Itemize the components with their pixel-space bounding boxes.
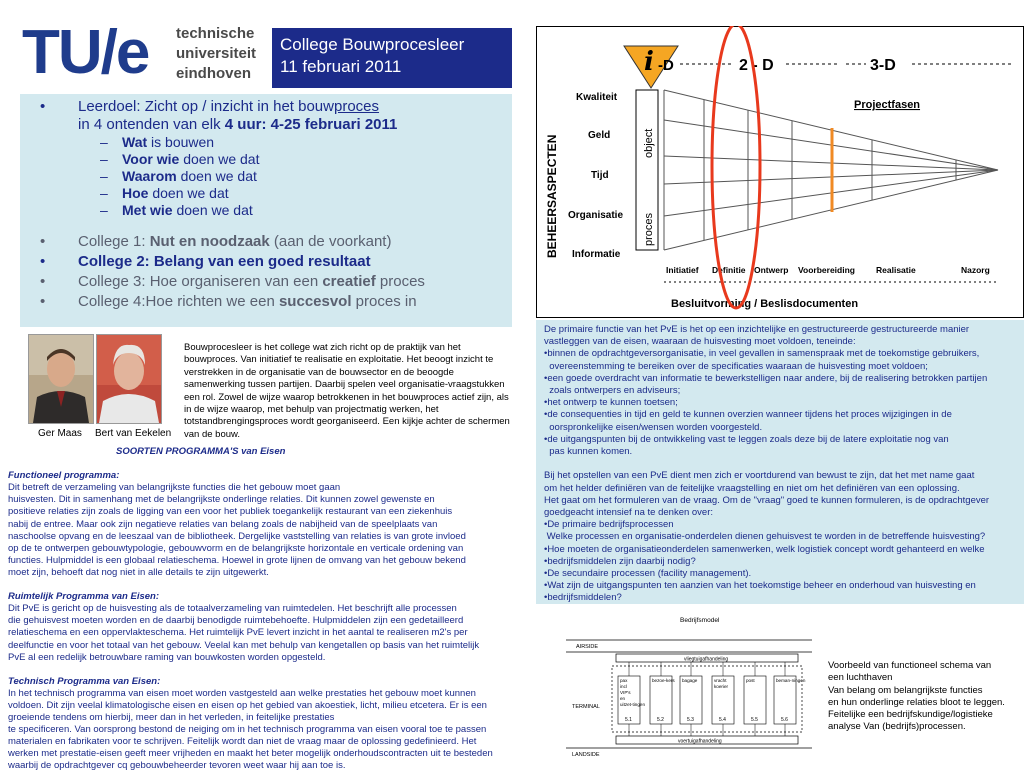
body-line: Dit betreft de verzameling van belangrijkste functies die het gebouw moet gaan [8,482,341,494]
schema-title: Bedrijfsmodel [680,617,720,624]
pve-line: om het helder definiëren van de feitelijke vraagstelling en niet om het definiëren van een oplossing. [544,482,960,494]
schema-box-number: 5.3 [687,717,694,723]
svg-text:voertuigafhandeling: voertuigafhandeling [678,738,722,745]
body-line: moet zijn, behoeft dat nog niet in alle details te zijn uitgewerkt. [8,566,269,578]
schema-box-label: en [620,696,626,701]
zone-label: TERMINAL [572,704,600,710]
schema-box-label: post [746,678,755,683]
label-2d: 2 - D [739,57,774,74]
pve-line: Bij het opstellen van een PvE dient men zich er voortdurend van bewust te zijn, dat het met name gaat [544,470,975,482]
functional-schema [566,612,812,768]
name-bert-van-eekelen: Bert van Eekelen [95,428,172,439]
body-line: PvE al een redelijk betrouwbare raming van bouwkosten worden opgesteld. [8,651,326,663]
phase-label: Ontwerp [754,265,789,275]
pve-line: •de uitgangspunten bij de ontwikkeling vast te leggen zoals deze bij de latere exploitatie nog van [544,433,949,445]
aspect-label: Organisatie [568,210,624,221]
schema-box-label: VIP's [620,690,631,695]
phase-label: Voorbereiding [798,265,855,275]
pve-line: •Wat zijn de uitgangspunten ten aanzien van het toekomstige beheer en onderhoud van huisvesting en [544,580,976,592]
logo-words [176,24,256,84]
body-line: die gehuisvest moeten worden en de daarbij benodigde ruimtebehoefte. Hulpmiddelen zijn een gedetailleerd [8,615,464,627]
i-label: i [644,47,654,77]
caption-line: een luchthaven [828,672,893,684]
schema-box-number: 5.1 [625,717,632,723]
aspect-label: Geld [588,130,611,141]
body-line: te specificeren. Van oorsprong bestond de neiging om in het technisch programma van eisen vooral toe te passen [8,724,487,736]
projectfasen-label: Projectfasen [854,99,921,111]
schema-box-label: incl [620,684,627,689]
pve-line: •De primaire bedrijfsprocessen [544,519,674,531]
goal-sub: – Hoe doen we dat [30,185,502,202]
pve-line: Welke processen en organisatie-onderdelen dienen gehuisvest te worden in de betreffende huisvesting? [544,531,986,543]
phase-label: Nazorg [961,265,990,275]
body-line: In het technisch programma van eisen moet worden vastgesteld aan welke prestaties het gebouw moet kunnen [8,687,476,699]
schema-box-label: beman-ningen [776,678,806,683]
schema-box-label: vracht [714,678,727,683]
body-line: voldoen. Dit zijn veelal klimatologische eisen en eisen op het gebied van akoestiek, licht, milieu etcetera. Er is een [8,699,487,711]
caption-line: Van belang om belangrijkste functies [828,684,983,696]
svg-text:vliegtuigafhandeling: vliegtuigafhandeling [684,656,729,663]
title-line-1: College Bouwprocesleer [280,35,465,54]
learning-goals-panel [20,94,512,327]
programma-types-text [8,446,520,773]
goal-sub: – Met wie doen we dat [30,202,502,219]
photo-ger-maas [28,334,94,424]
title-line-2: 11 februari 2011 [280,57,402,76]
schema-box-number: 5.6 [781,717,788,723]
slide-title [272,28,512,88]
body-line: nabij de entree. Maar ook zijn negatieve relaties van belang zoals de nabijheid van de speelplaats van [8,518,438,530]
pve-line: oorspronkelijke eisen/wensen worden voorgesteld. [544,421,763,433]
schema-box-label: pax [620,678,628,683]
bottom-label: Besluitvorming / Beslisdocumenten [671,298,859,310]
pve-line: goedgeacht intensief na te denken over: [544,507,714,519]
pve-line: overeenstemming te bereiken over de specificaties waaraan de huisvesting moet voldoen; [544,360,928,372]
phase-label: Definitie [712,265,746,275]
course-description: Bouwprocesleer is het college wat zich richt op de praktijk van het bouwproces. Van initiatief te realisatie en exploitatie. Het beoogt inzicht te verstrekken in de organisatie van de bouwsector en de beoogde samenwerking tussen partijen. Daarbij spelen veel organisatie-vraagstukken een rol. Zowel de wijze waarop betrokkenen in het bouwproces actief zijn, als in de wijze waarop, met behulp van projectmatig werken, het totstandbrengingsproces wordt georganiseerd. Een kijkje achter de schermen van de bouw. [184,342,510,440]
schema-box-label: uitzet-tingen [620,702,646,707]
object-label: object [643,128,655,158]
goal-sub: – Waarom doen we dat [30,168,502,185]
goal-sub: – Wat is bouwen [30,134,502,151]
process-diagram [536,26,1024,318]
pve-line: Het gaat om het formuleren van de vraag. Om de "vraag" goed te kunnen formuleren, is de opdrachtgever [544,494,990,506]
pve-line: •de consequenties in tijd en geld te kunnen overzien wanneer tijdens het proces wijzigingen in de [544,409,952,421]
pve-line: De primaire functie van het PvE is het op een inzichtelijke en gestructureerde gestructureerde manier [544,324,970,335]
schema-box-number: 5.5 [751,717,758,723]
body-line: op de te ontwerpen gebouwtypologie, gebouwvorm en de belangrijkste horizontale en verticale ordening van [8,542,464,554]
caption-line: Voorbeeld van functioneel schema van [828,660,992,671]
name-ger-maas: Ger Maas [38,428,82,439]
pve-line: vastleggen van de eisen, waaraan de huisvesting moet voldoen, teneinde: [544,336,856,348]
caption-line: en hun onderlinge relaties bloot te leggen. [828,696,1005,708]
body-line: groeiende tendens om hierbij, meer dan in het verleden, in feitelijke prestaties [8,712,335,724]
schema-box-label: bezoe-kers [652,678,675,683]
schema-box-label: koerier [714,684,729,689]
beheersaspecten-label: BEHEERSASPECTEN [545,134,559,258]
pve-line: •het ontwerp te kunnen toetsen; [544,397,678,409]
body-line: werken met prestatie-eisen geeft meer vrijheden en maakt het beter mogelijk onderhoudscontracten uit te besteden [8,748,493,760]
pve-line: •bedrijfsmiddelen zijn daarbij nodig? [544,555,696,567]
pve-line: •De secundaire processen (facility management). [544,568,752,580]
body-line: relatieschema en een oppervlakteschema. Het ruimtelijk PvE levert inzicht in het aantal te realiseren m2's per [8,627,468,639]
pve-line: zoals ontwerpers en adviseurs; [544,385,681,397]
zone-label: LANDSIDE [572,752,600,758]
logo-word: eindhoven [176,65,252,82]
college-item: • College 3: Hoe organiseren van een creatief proces [30,273,502,291]
section-heading: SOORTEN PROGRAMMA'S van Eisen [116,446,286,457]
spacer [30,219,502,233]
section-title: Technisch Programma van Eisen: [8,675,161,687]
pve-line: •bedrijfsmiddelen? [544,592,622,604]
body-line: positieve relaties zijn zoals de ligging van een voor het publiek toegankelijk restaurant van een ziekenhuis [8,506,453,518]
section-title: Functioneel programma: [8,470,120,482]
section-body [8,603,520,663]
label-3d: 3-D [870,57,896,74]
goal-sub: – Voor wie doen we dat [30,151,502,168]
college-item: • College 4:Hoe richten we een succesvol proces in [30,293,502,311]
phase-label: Realisatie [876,265,916,275]
body-line: huisvesten. Dit in samenhang met de belangrijkste onderlinge relaties. Dit kunnen zowel gewenste en [8,494,435,506]
logo-word: technische [176,25,255,42]
body-line: Dit PvE is gericht op de huisvesting als de totaalverzameling van ruimtedelen. Het beschrijft alle processen [8,603,457,615]
body-line: materialen en fabrikaten voor te schrijven. Feitelijk wordt dan niet de vraag maar de oplossing gedefinieerd. Het [8,736,477,748]
schema-box-number: 5.4 [719,717,726,723]
schema-box-number: 5.2 [657,717,664,723]
pve-line: •Hoe moeten de organisatieonderdelen samenwerken, welk logistiek concept wordt gehanteerd en welke [544,543,985,555]
caption-line: Feitelijke een bedrijfskundige/logistieke [828,709,993,721]
aspect-label: Tijd [591,170,609,181]
pve-line [544,458,1016,470]
pve-function-text [536,320,1024,604]
pve-line: pas kunnen komen. [544,446,633,458]
aspect-label: Informatie [572,249,621,260]
goal-intro: • Leerdoel: Zicht op / inzicht in het bouwproces in 4 ontenden van elk 4 uur: 4-25 februari 2011 [30,98,502,134]
pve-line: •een goede overdracht van informatie te bewerkstelligen naar andere, bij de realisering betrokken partijen [544,372,988,384]
d-label: -D [658,57,674,74]
pve-line: •binnen de opdrachtgeversorganisatie, in veel gevallen in samenspraak met de toekomstige gebruikers, [544,348,980,360]
section-title: Ruimtelijk Programma van Eisen: [8,591,159,603]
body-line: functies. Hulpmiddel is een globaal relatieschema. Hoewel in grote lijnen de omvang van het gebouw bekend [8,554,466,566]
phase-label: Initiatief [666,265,699,275]
body-line: deelfunctie en voor het totaal van het gebouw. Veelal kan met behulp van kengetallen op basis van het ruimtelijk [8,639,480,651]
section-body [8,688,520,773]
body-line: waarbij de opdrachtgever cq gebouwbeheerder tevoren weet waar hij aan toe is. [8,760,346,772]
logo-word: universiteit [176,45,257,62]
caption-line: analyse Van (bedrijfs)processen. [828,721,966,733]
tue-logo [22,18,149,87]
college-item: • College 1: Nut en noodzaak (aan de voorkant) [30,233,502,251]
body-line: naschoolse opvang en de leeszaal van de bibliotheek. Dergelijke vaststelling van relaties is van grote invloed [8,530,466,542]
college-item-active: • College 2: Belang van een goed resultaat [30,253,502,271]
proces-label: proces [643,212,655,246]
aspect-label: Kwaliteit [576,92,618,103]
schema-caption [828,660,1024,734]
photo-bert-van-eekelen [96,334,162,424]
schema-box-label: bagage [682,678,698,683]
section-body [8,482,520,579]
zone-label: AIRSIDE [576,644,599,650]
logo-mark: TU/e [22,18,149,87]
